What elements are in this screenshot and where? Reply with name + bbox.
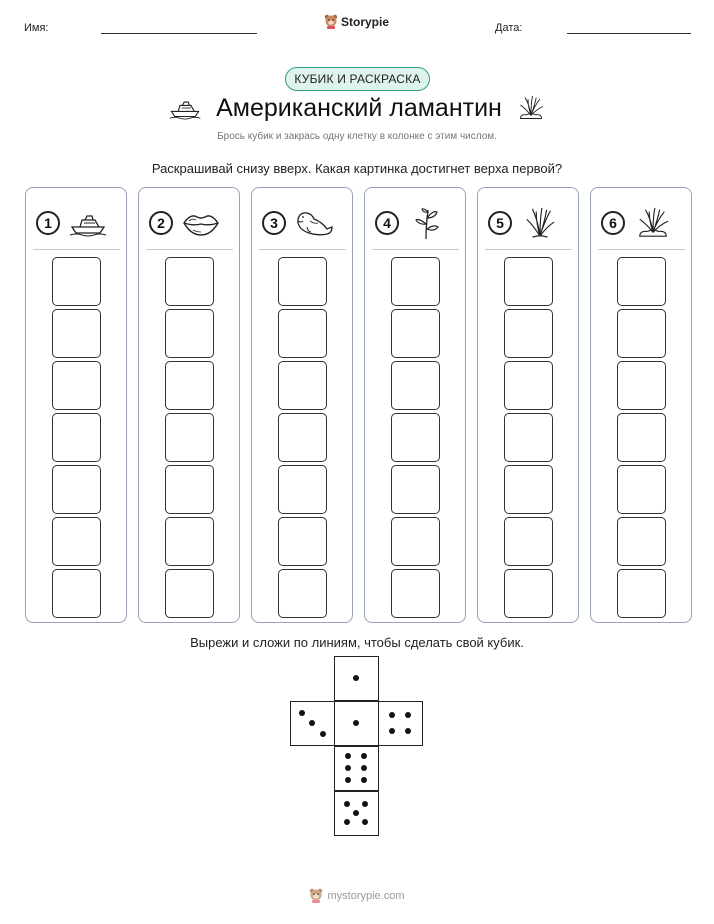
column-header [36, 206, 108, 240]
bear-mascot-icon [309, 888, 323, 903]
die-face-left [290, 701, 335, 746]
seagrass-icon [520, 206, 560, 240]
column-header [262, 206, 334, 240]
column-header [149, 206, 221, 240]
color-cell[interactable] [165, 257, 214, 306]
die-face-bottom [334, 791, 379, 836]
title-row [0, 93, 714, 123]
die-pip [345, 777, 351, 783]
manatee-icon [294, 206, 334, 240]
subtitle: Брось кубик и закрась одну клетку в колонке с этим числом. [217, 131, 497, 142]
color-cell[interactable] [504, 257, 553, 306]
color-cell[interactable] [278, 309, 327, 358]
column-6 [590, 187, 692, 623]
die-pip [389, 728, 395, 734]
die-pip [361, 777, 367, 783]
date-label: Дата: [495, 22, 523, 34]
die-pip [389, 712, 395, 718]
divider [485, 249, 572, 250]
color-cell[interactable] [165, 413, 214, 462]
boat-icon [168, 96, 202, 120]
column-3 [251, 187, 353, 623]
die-pip [299, 710, 305, 716]
color-cell[interactable] [504, 465, 553, 514]
die-pip [353, 720, 359, 726]
die-face-top [334, 656, 379, 701]
die-pip [405, 728, 411, 734]
cut-instruction: Вырежи и сложи по линиям, чтобы сделать свой кубик. [190, 635, 524, 650]
number-circle: 5 [488, 211, 512, 235]
color-cell[interactable] [504, 517, 553, 566]
die-pip [362, 801, 368, 807]
color-cell[interactable] [52, 361, 101, 410]
color-cell[interactable] [165, 569, 214, 618]
die-pip [320, 731, 326, 737]
color-cell[interactable] [617, 569, 666, 618]
color-cell[interactable] [504, 569, 553, 618]
color-cell[interactable] [391, 413, 440, 462]
number-circle: 1 [36, 211, 60, 235]
plant-sprout-icon [407, 206, 447, 240]
divider [33, 249, 120, 250]
color-cell[interactable] [617, 309, 666, 358]
color-cell[interactable] [165, 309, 214, 358]
die-pip [361, 753, 367, 759]
die-face-center [334, 701, 379, 746]
color-cell[interactable] [391, 569, 440, 618]
die-pip [344, 819, 350, 825]
color-cell[interactable] [278, 361, 327, 410]
die-pip [362, 819, 368, 825]
boat-icon [68, 206, 108, 240]
die-pip [345, 765, 351, 771]
color-cell[interactable] [278, 257, 327, 306]
lips-icon [181, 206, 221, 240]
column-1 [25, 187, 127, 623]
name-label: Имя: [24, 22, 49, 34]
die-pip [309, 720, 315, 726]
number-circle: 6 [601, 211, 625, 235]
color-cell[interactable] [504, 413, 553, 462]
divider [598, 249, 685, 250]
die-face-right [378, 701, 423, 746]
color-cell[interactable] [391, 517, 440, 566]
color-cell[interactable] [391, 465, 440, 514]
column-4 [364, 187, 466, 623]
instruction: Раскрашивай снизу вверх. Какая картинка достигнет верха первой? [151, 161, 563, 176]
column-header [601, 206, 673, 240]
color-cell[interactable] [52, 413, 101, 462]
color-cell[interactable] [52, 309, 101, 358]
color-cell[interactable] [278, 465, 327, 514]
color-cell[interactable] [391, 309, 440, 358]
page-title: Американский ламантин [216, 93, 502, 122]
number-circle: 2 [149, 211, 173, 235]
name-line[interactable] [101, 33, 257, 34]
divider [259, 249, 346, 250]
column-2 [138, 187, 240, 623]
column-header [375, 206, 447, 240]
color-cell[interactable] [504, 309, 553, 358]
color-cell[interactable] [504, 361, 553, 410]
seagrass-rock-icon [633, 206, 673, 240]
footer-url: mystorypie.com [327, 889, 405, 902]
divider [146, 249, 233, 250]
color-cell[interactable] [278, 517, 327, 566]
color-cell[interactable] [165, 465, 214, 514]
activity-badge: КУБИК И РАСКРАСКА [285, 67, 430, 91]
color-cell[interactable] [617, 413, 666, 462]
bear-mascot-icon [324, 14, 338, 29]
divider [372, 249, 459, 250]
color-cell[interactable] [52, 569, 101, 618]
brand-name: Storypie [341, 14, 390, 29]
color-cell[interactable] [165, 361, 214, 410]
color-cell[interactable] [278, 569, 327, 618]
number-circle: 3 [262, 211, 286, 235]
die-pip [344, 801, 350, 807]
die-pip [353, 810, 359, 816]
color-cell[interactable] [617, 465, 666, 514]
die-pip [405, 712, 411, 718]
color-cell[interactable] [52, 517, 101, 566]
color-cell[interactable] [278, 413, 327, 462]
column-5 [477, 187, 579, 623]
color-cell[interactable] [617, 361, 666, 410]
die-pip [345, 753, 351, 759]
column-header [488, 206, 560, 240]
number-circle: 4 [375, 211, 399, 235]
color-cell[interactable] [391, 361, 440, 410]
die-face-below-center [334, 746, 379, 791]
date-line[interactable] [567, 33, 691, 34]
footer [0, 888, 714, 903]
brand-logo [324, 14, 389, 29]
die-pip [353, 675, 359, 681]
color-cell[interactable] [165, 517, 214, 566]
color-cell[interactable] [52, 465, 101, 514]
seagrass-rock-icon [516, 93, 546, 123]
color-cell[interactable] [617, 257, 666, 306]
die-pip [361, 765, 367, 771]
color-cell[interactable] [391, 257, 440, 306]
color-cell[interactable] [617, 517, 666, 566]
color-cell[interactable] [52, 257, 101, 306]
